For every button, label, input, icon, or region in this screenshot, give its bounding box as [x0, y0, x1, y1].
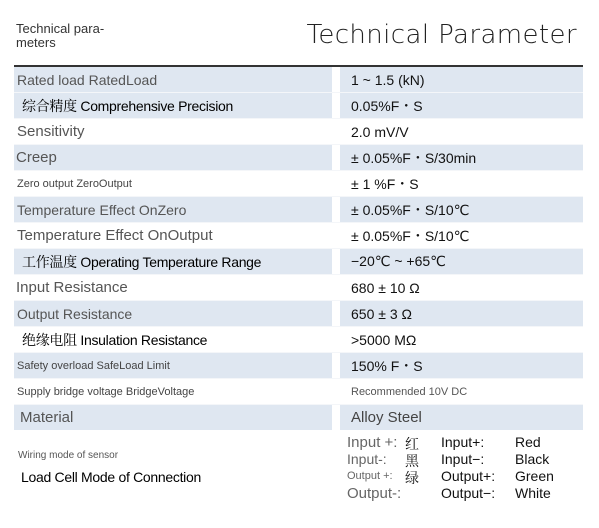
column-divider [332, 353, 340, 378]
row-label: Zero output ZeroOutput [17, 177, 132, 190]
row-label: 综合精度 Comprehensive Precision [22, 97, 234, 114]
column-divider [332, 145, 340, 170]
column-divider [332, 119, 340, 144]
wiring-color-cn: 绿 [405, 470, 419, 486]
table-row [14, 353, 583, 379]
row-label: Sensitivity [17, 123, 85, 140]
row-value: >5000 MΩ [351, 331, 417, 348]
wiring-input: Input +: [347, 434, 398, 451]
row-value: 150% F・S [351, 357, 423, 374]
row-value: Alloy Steel [351, 409, 422, 426]
wiring-color: Black [515, 451, 550, 467]
wiring-line [347, 468, 583, 485]
table-row [14, 171, 583, 197]
column-divider [332, 275, 340, 300]
spec-table [14, 67, 583, 431]
row-label: 工作温度 Operating Temperature Range [22, 253, 262, 270]
row-label: Input Resistance [16, 279, 128, 296]
column-divider [332, 405, 340, 430]
wiring-line [347, 434, 583, 451]
wiring-color-cn: 红 [405, 436, 419, 452]
row-label: Rated load RatedLoad [17, 71, 158, 88]
wiring-color: Green [515, 468, 554, 484]
table-row [14, 145, 583, 171]
row-value: ± 0.05%F・S/30min [351, 149, 477, 166]
column-divider [332, 301, 340, 326]
column-divider [332, 249, 340, 274]
table-row [14, 249, 583, 275]
column-divider [332, 379, 340, 404]
wiring-color-cn: 黑 [405, 453, 419, 469]
table-row [14, 93, 583, 119]
row-label: Supply bridge voltage BridgeVoltage [17, 385, 195, 398]
column-divider [332, 93, 340, 118]
wiring-grid [347, 434, 583, 502]
small-title: Technical para-meters [16, 21, 105, 50]
table-row [14, 223, 583, 249]
wiring-line [347, 485, 583, 502]
wiring-input: Input-: [347, 451, 387, 467]
wiring-output: Input−: [441, 451, 485, 467]
wiring-color: Red [515, 434, 541, 450]
column-divider [332, 67, 340, 92]
row-label: Temperature Effect OnOutput [17, 227, 213, 244]
column-divider [332, 430, 340, 504]
table-row [14, 405, 583, 431]
wiring-output: Output−: [441, 485, 496, 501]
wiring-label-small: Wiring mode of sensor [18, 450, 119, 461]
wiring-label-main: Load Cell Mode of Connection [21, 469, 201, 485]
column-divider [332, 197, 340, 222]
row-label: 绝缘电阻 Insulation Resistance [22, 331, 208, 348]
wiring-input: Output-: [347, 485, 402, 502]
row-value: 0.05%F・S [351, 97, 423, 114]
table-row [14, 301, 583, 327]
wiring-section [14, 430, 583, 504]
column-divider [332, 171, 340, 196]
table-row [14, 197, 583, 223]
row-value: ± 0.05%F・S/10℃ [351, 201, 470, 218]
wiring-input: Output +: [347, 470, 393, 482]
row-value: 2.0 mV/V [351, 123, 409, 140]
wiring-line [347, 451, 583, 468]
row-value: 1 ~ 1.5 (kN) [351, 71, 425, 88]
table-row [14, 275, 583, 301]
row-value: 650 ± 3 Ω [351, 305, 412, 322]
row-label: Creep [16, 149, 57, 166]
row-label: Output Resistance [17, 305, 133, 322]
wiring-color: White [515, 485, 551, 501]
row-value: ± 0.05%F・S/10℃ [351, 227, 470, 244]
table-row [14, 67, 583, 93]
column-divider [332, 223, 340, 248]
wiring-output: Output+: [441, 468, 496, 484]
row-label: Safety overload SafeLoad Limit [17, 359, 170, 372]
table-row [14, 119, 583, 145]
wiring-output: Input+: [441, 434, 485, 450]
row-label: Material [20, 409, 74, 426]
row-label: Temperature Effect OnZero [17, 201, 187, 218]
row-value: ± 1 %F・S [351, 175, 419, 192]
table-row [14, 379, 583, 405]
column-divider [332, 327, 340, 352]
row-value: −20℃ ~ +65℃ [351, 253, 446, 269]
row-value: 680 ± 10 Ω [351, 279, 420, 296]
row-value: Recommended 10V DC [351, 385, 468, 398]
table-row [14, 327, 583, 353]
page-title: Technical Parameter [306, 20, 577, 50]
